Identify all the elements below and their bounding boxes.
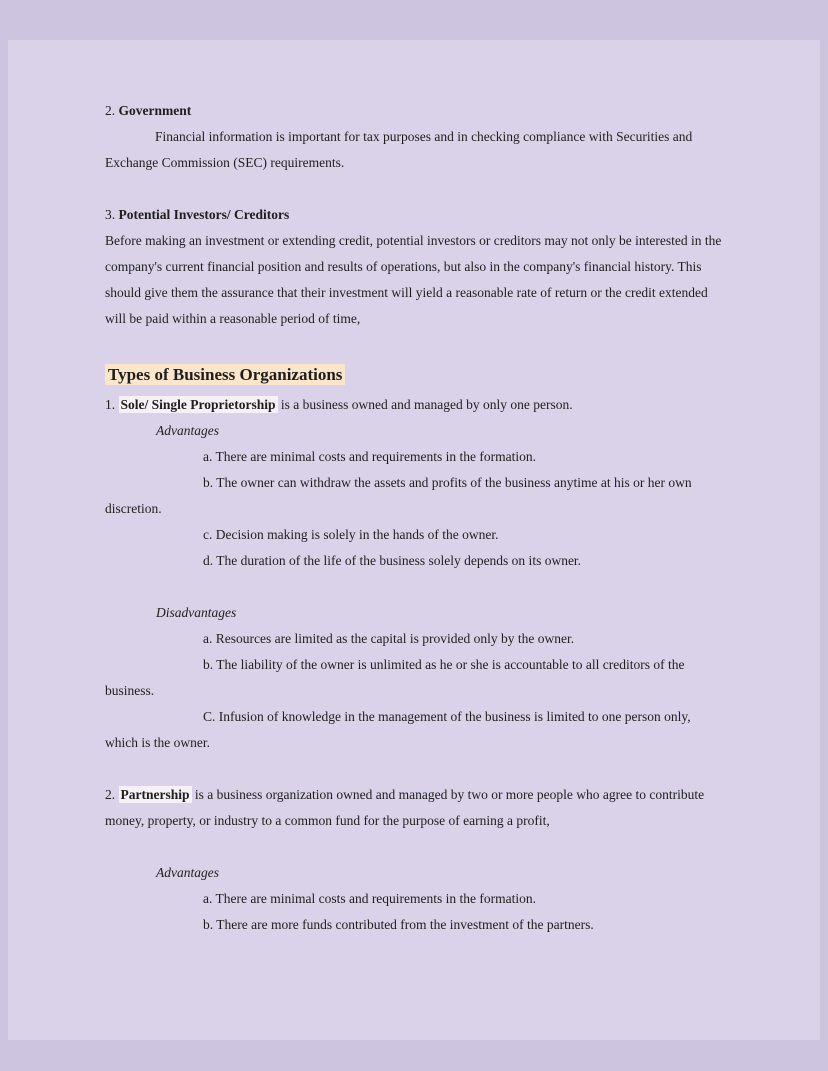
section-number: 3. xyxy=(105,207,116,222)
sole-disadvantages-label: Disadvantages xyxy=(156,605,237,620)
list-item: b. The liability of the owner is unlimited as he or she is accountable to all creditors of the business. xyxy=(105,657,685,698)
section-government-heading xyxy=(105,98,725,124)
section-title: Potential Investors/ Creditors xyxy=(118,207,290,222)
partnership-term: Partnership xyxy=(120,787,190,802)
partnership-paragraph xyxy=(105,782,725,834)
list-item: b. The owner can withdraw the assets and profits of the business anytime at his or her own discretion. xyxy=(105,475,692,516)
list-item: a. Resources are limited as the capital is provided only by the owner. xyxy=(203,631,575,646)
document-content xyxy=(8,40,820,938)
list-number: 2. xyxy=(105,787,116,802)
list-item: c. Decision making is solely in the hands of the owner. xyxy=(203,527,499,542)
types-heading-highlight: Types of Business Organizations xyxy=(105,364,345,385)
list-item: d. The duration of the life of the business solely depends on its owner. xyxy=(203,553,582,568)
list-number: 1. xyxy=(105,397,116,412)
sole-proprietorship-paragraph xyxy=(105,392,725,418)
list-item: b. There are more funds contributed from the investment of the partners. xyxy=(203,917,594,932)
sole-advantages-label: Advantages xyxy=(156,423,219,438)
types-heading xyxy=(105,360,725,390)
section-investors-body: Before making an investment or extending credit, potential investors or creditors may not only be interested in the company's current financial position and results of operations, but also in the company's financial history. This should give them the assurance that their investment will yield a reasonable rate of return or the credit extended will be paid within a reasonable period of time, xyxy=(105,233,722,326)
partnership-definition: is a business organization owned and managed by two or more people who agree to contribute money, property, or industry to a common fund for the purpose of earning a profit, xyxy=(105,787,705,828)
section-number: 2. xyxy=(105,103,116,118)
section-government-body: Financial information is important for tax purposes and in checking compliance with Securities and Exchange Commission (SEC) requirements. xyxy=(105,129,693,170)
list-item: a. There are minimal costs and requirements in the formation. xyxy=(203,891,537,906)
section-title: Government xyxy=(118,103,192,118)
document-page xyxy=(8,40,820,1040)
list-item: C. Infusion of knowledge in the management of the business is limited to one person only, which is the owner. xyxy=(105,709,691,750)
list-item: a. There are minimal costs and requirements in the formation. xyxy=(203,449,537,464)
sole-proprietorship-definition: is a business owned and managed by only one person. xyxy=(277,397,573,412)
partnership-advantages-label: Advantages xyxy=(156,865,219,880)
sole-proprietorship-term: Sole/ Single Proprietorship xyxy=(120,397,276,412)
section-investors-heading xyxy=(105,202,725,228)
